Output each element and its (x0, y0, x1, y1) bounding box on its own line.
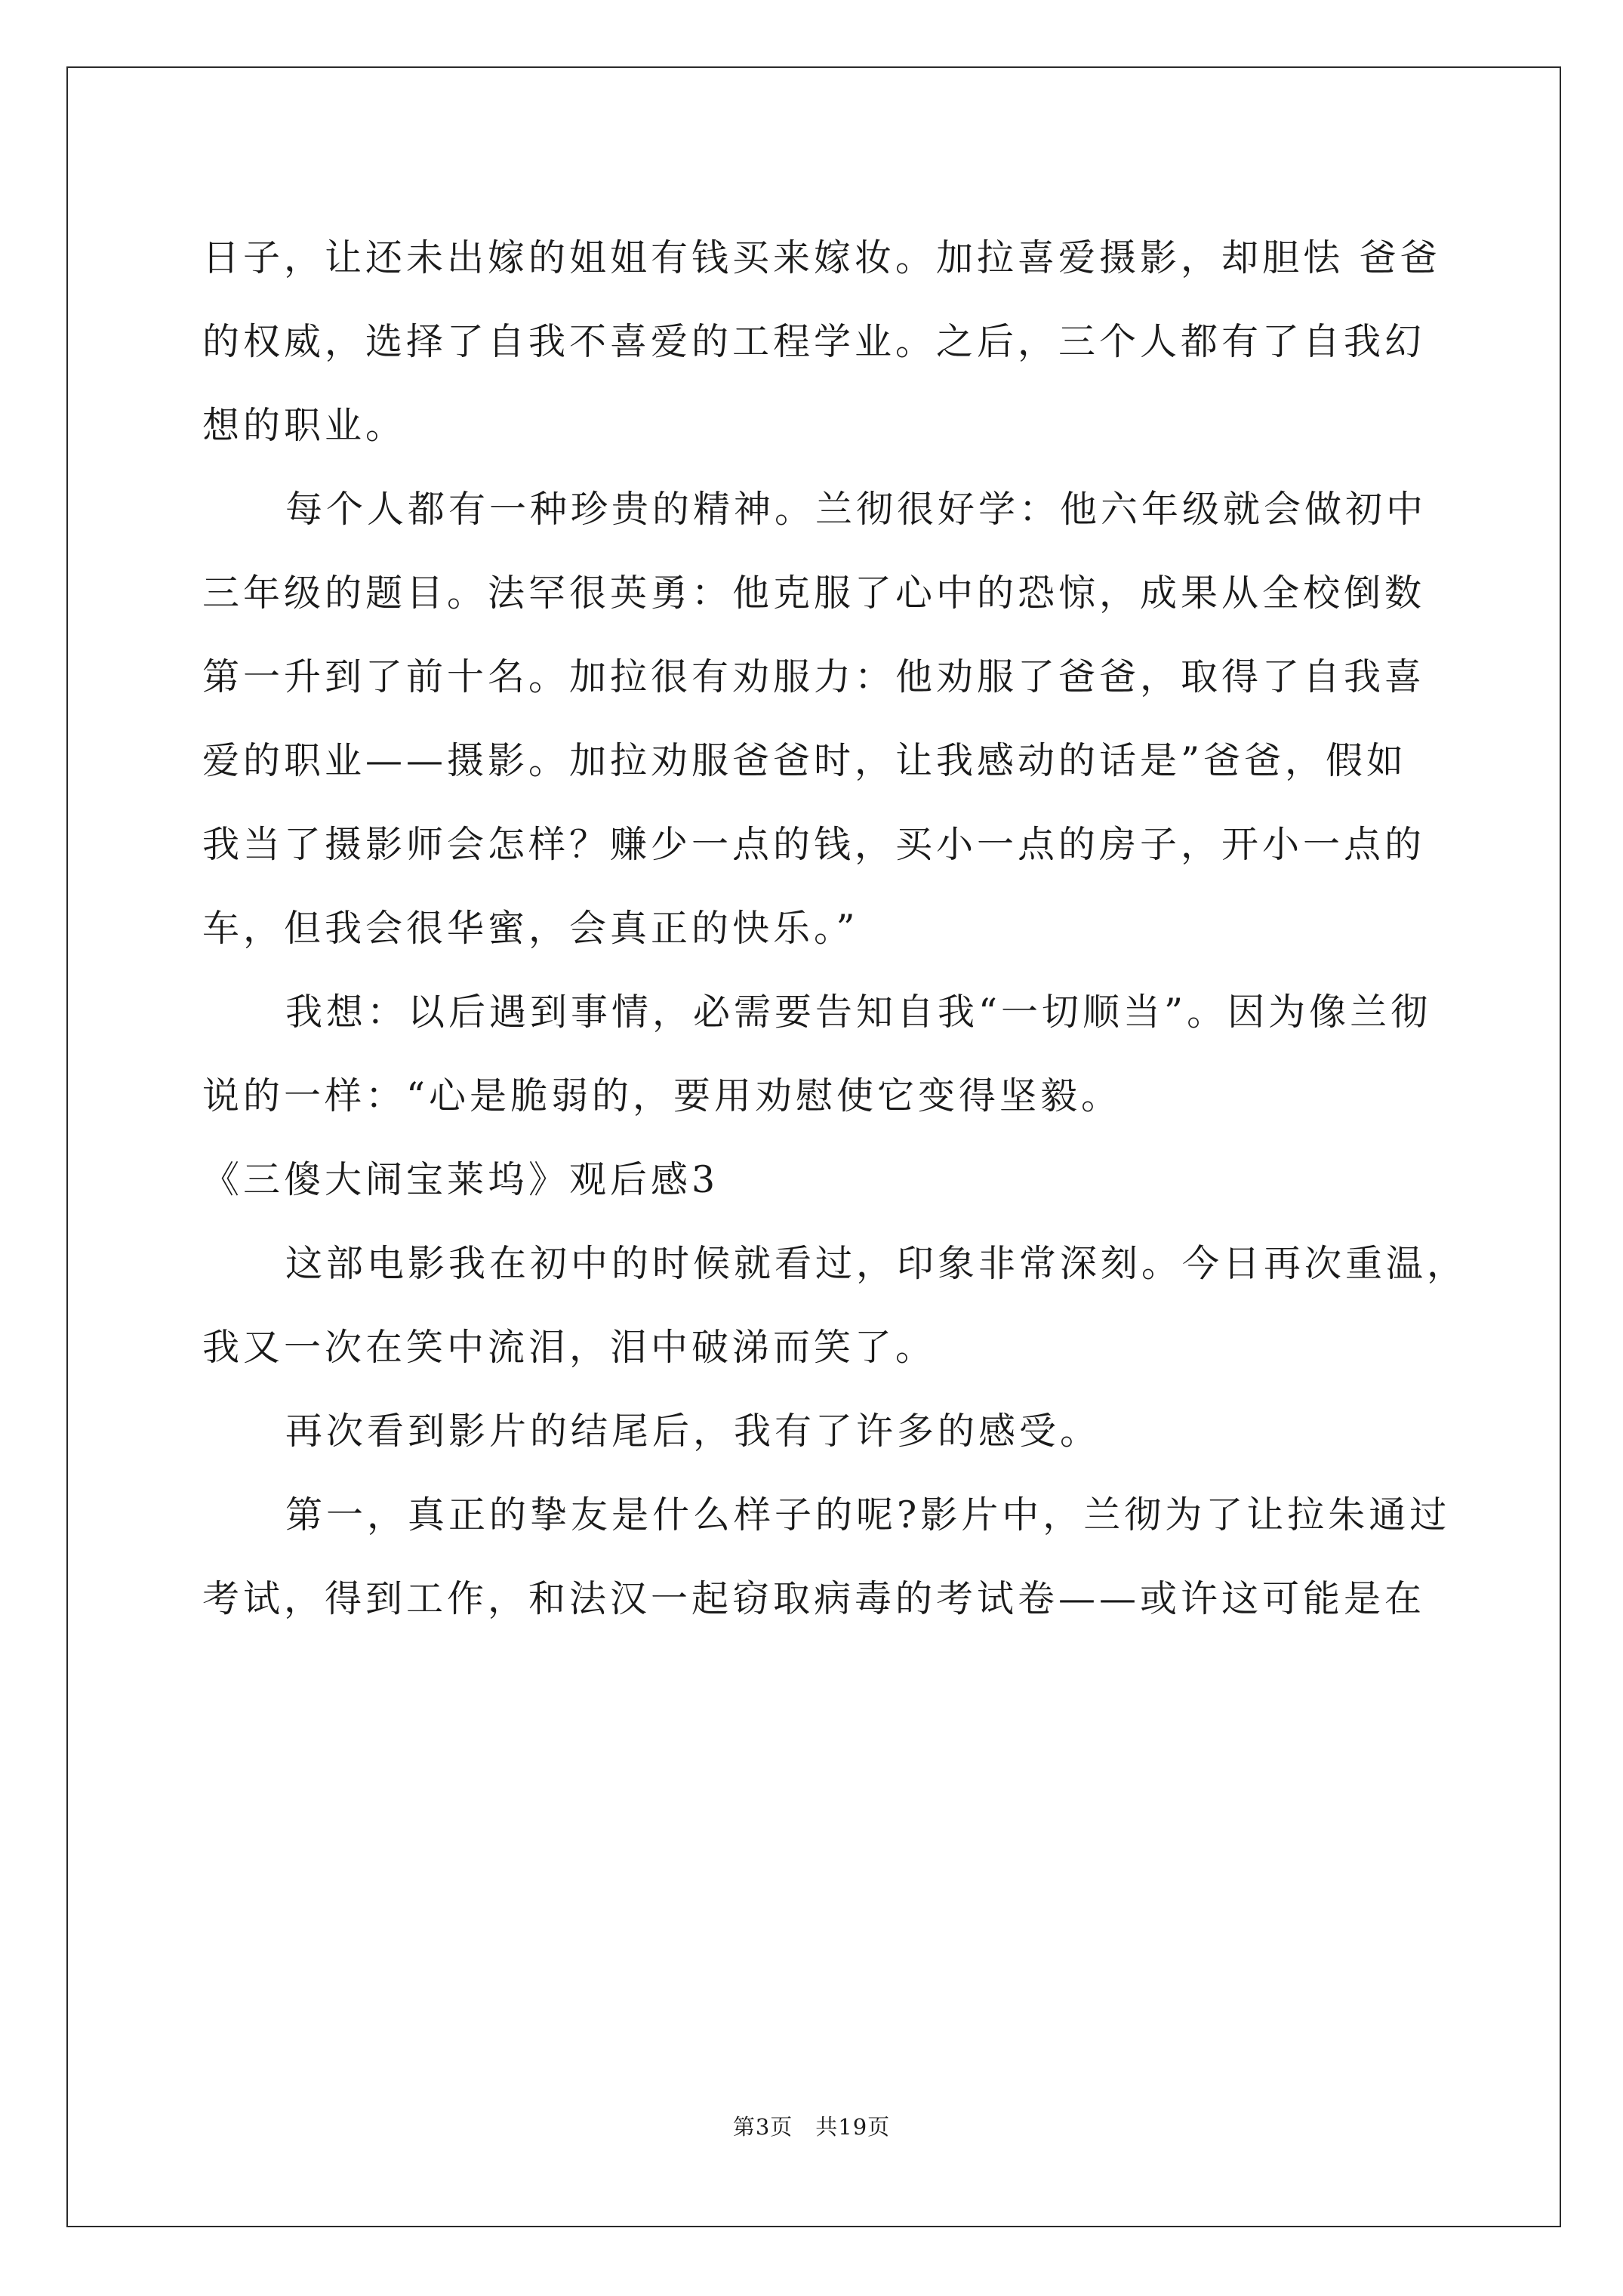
text-line: 这部电影我在初中的时候就看过，印象非常深刻。今日再次重温， (285, 1242, 1468, 1285)
text-line: 考试，得到工作，和法汉一起窃取病毒的考试卷——或许这可能是在 (202, 1577, 1426, 1620)
page-footer (0, 2110, 1623, 2141)
text-line: 车，但我会很华蜜，会真正的快乐。” (202, 907, 859, 950)
text-line: 三年级的题目。法罕很英勇：他克服了心中的恐惊，成果从全校倒数 (202, 572, 1426, 615)
page-total: 共19页 (815, 2114, 891, 2140)
document-body (202, 216, 1468, 1641)
text-line: 我又一次在笑中流泪，泪中破涕而笑了。 (202, 1326, 937, 1369)
text-line: 爱的职业——摄影。加拉劝服爸爸时，让我感动的话是”爸爸，假如 (202, 739, 1408, 782)
text-line: 说的一样：“心是脆弱的，要用劝慰使它变得坚毅。 (202, 1074, 1123, 1117)
text-line: 每个人都有一种珍贵的精神。兰彻很好学：他六年级就会做初中 (285, 488, 1427, 531)
page-number: 第3页 (732, 2114, 793, 2140)
text-line: 想的职业。 (202, 404, 407, 447)
text-line: 的权威，选择了自我不喜爱的工程学业。之后，三个人都有了自我幻 (202, 320, 1426, 363)
text-line: 再次看到影片的结尾后，我有了许多的感受。 (285, 1410, 1101, 1453)
text-line: 日子，让还未出嫁的姐姐有钱买来嫁妆。加拉喜爱摄影，却胆怯 爸爸 (202, 236, 1441, 279)
text-line: 我想：以后遇到事情，必需要告知自我“一切顺当”。因为像兰彻 (285, 991, 1432, 1034)
text-line: 第一，真正的挚友是什么样子的呢?影片中，兰彻为了让拉朱通过 (285, 1493, 1451, 1536)
text-line: 我当了摄影师会怎样？赚少一点的钱，买小一点的房子，开小一点的 (202, 823, 1426, 866)
section-heading: 《三傻大闹宝莱坞》观后感3 (202, 1158, 719, 1201)
text-line: 第一升到了前十名。加拉很有劝服力：他劝服了爸爸，取得了自我喜 (202, 655, 1426, 698)
